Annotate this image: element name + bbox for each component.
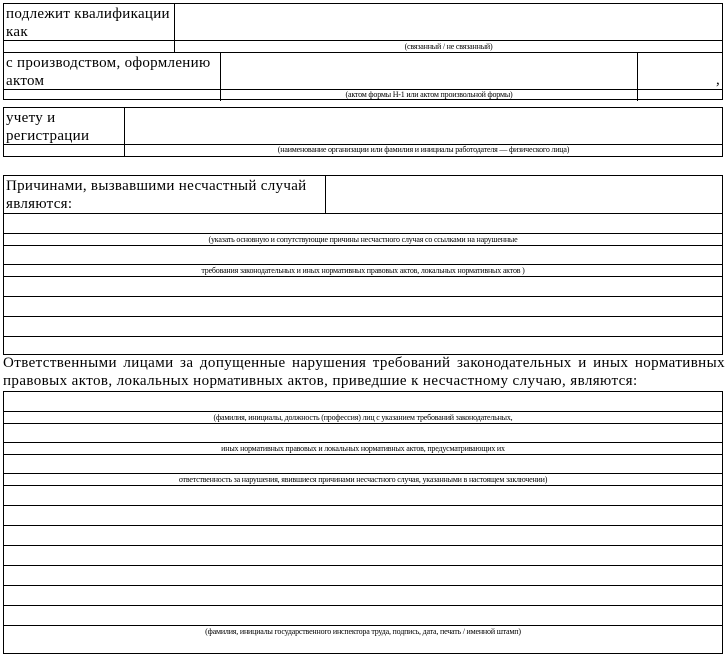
responsible-hint-3: ответственность за нарушения, явившиеся причинами несчастного случая, указанными в настоящем заключении) — [4, 474, 722, 486]
production-hint: (актом формы Н-1 или актом произвольной формы) — [221, 90, 638, 101]
responsible-text: Ответственными лицами за допущенные нарушения требований законодательных и иных нормативных правовых актов, локальных нормативных актов, приведшие к несчастному случаю, являются: — [3, 355, 725, 389]
production-row — [4, 53, 722, 90]
production-field[interactable] — [221, 53, 638, 89]
qualification-block — [3, 3, 723, 100]
responsible-line[interactable] — [4, 392, 722, 412]
causes-line[interactable] — [4, 277, 722, 297]
responsible-line[interactable] — [4, 586, 722, 606]
causes-hint-2: требования законодательных и иных нормативных правовых актов, локальных нормативных актов ) — [4, 265, 722, 277]
causes-header-row — [4, 176, 722, 214]
qualification-hint-row — [4, 41, 722, 53]
responsible-line[interactable] — [4, 486, 722, 506]
responsible-hint-1: (фамилия, инициалы, должность (профессия) лиц с указанием требований законодательных, — [4, 412, 722, 424]
registration-hint: (наименование организации или фамилия и инициалы работодателя — физического лица) — [277, 145, 570, 154]
responsible-hint-2: иных нормативных правовых и локальных нормативных актов, предусматривающих их — [4, 443, 722, 455]
causes-block — [3, 175, 723, 355]
signature-hint: (фамилия, инициалы государственного инспектора труда, подпись, дата, печать / именной штамп) — [205, 627, 521, 636]
responsible-block — [3, 391, 723, 654]
causes-line[interactable] — [4, 214, 722, 234]
registration-hint-row — [4, 145, 722, 156]
production-label: с производством, оформлению актом — [4, 53, 221, 89]
causes-line[interactable] — [4, 337, 722, 355]
causes-label: Причинами, вызвавшими несчастный случай являются: — [4, 176, 326, 213]
responsible-line[interactable] — [4, 424, 722, 443]
production-trailing-comma: , — [715, 72, 720, 88]
qualification-field[interactable] — [175, 4, 722, 40]
qualification-row — [4, 4, 722, 41]
responsible-line[interactable] — [4, 546, 722, 566]
causes-line[interactable] — [4, 297, 722, 317]
registration-block — [3, 107, 723, 157]
causes-field[interactable] — [326, 176, 722, 213]
registration-row — [4, 108, 722, 145]
production-hint-row — [4, 90, 722, 101]
causes-hint-1: (указать основную и сопутствующие причины несчастного случая со ссылками на нарушенные — [4, 234, 722, 246]
registration-label: учету и регистрации — [4, 108, 125, 144]
qualification-hint: (связанный / не связанный) — [404, 42, 493, 51]
causes-line[interactable] — [4, 246, 722, 265]
qualification-label: подлежит квалификации как — [4, 4, 175, 40]
responsible-line[interactable] — [4, 506, 722, 526]
responsible-line[interactable] — [4, 455, 722, 474]
causes-line[interactable] — [4, 317, 722, 337]
registration-field[interactable] — [125, 108, 722, 144]
responsible-line[interactable] — [4, 526, 722, 546]
responsible-line[interactable] — [4, 566, 722, 586]
signature-line[interactable] — [4, 606, 722, 626]
